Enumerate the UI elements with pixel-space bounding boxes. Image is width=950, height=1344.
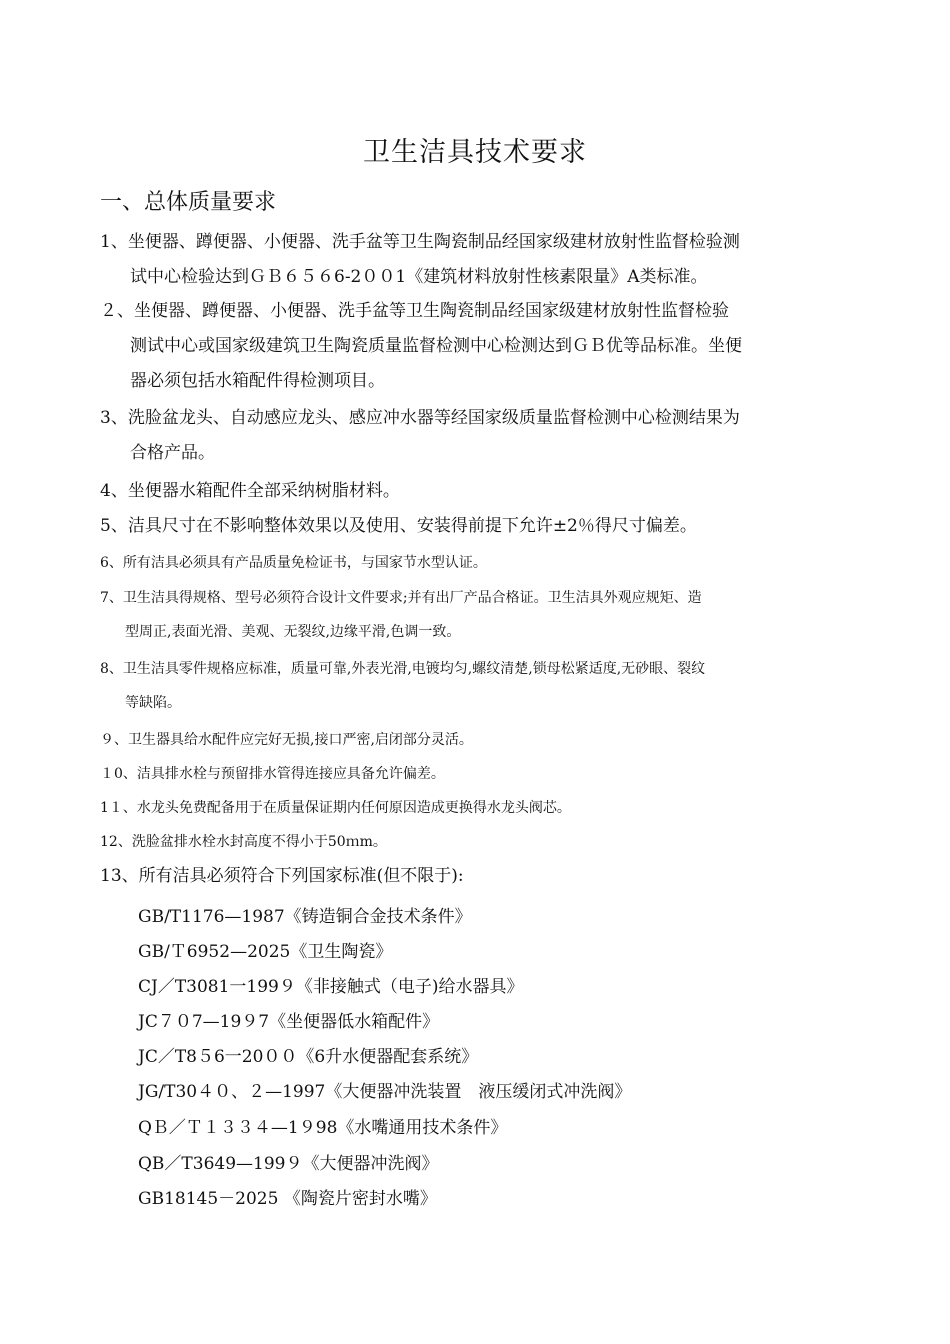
- requirement-item-12: [100, 825, 830, 859]
- item-line: 型周正,表面光滑、美观、无裂纹,边缘平滑,色调一致。: [125, 624, 461, 640]
- item-line: 4、坐便器水箱配件全部采纳树脂材料。: [100, 481, 400, 501]
- item-line: 1、坐便器、蹲便器、小便器、洗手盆等卫生陶瓷制品经国家级建材放射性监督检验测: [100, 232, 740, 252]
- item-line: 器必须包括水箱配件得检测项目。: [130, 371, 385, 391]
- requirement-item-11: [100, 791, 830, 825]
- item-line: 测试中心或国家级建筑卫生陶瓷质量监督检测中心检测达到ＧＢ优等品标准。坐便: [130, 336, 742, 356]
- requirement-item-6: [100, 546, 830, 580]
- document-title: 卫生洁具技术要求: [363, 137, 587, 168]
- section-heading: 一、总体质量要求: [100, 190, 277, 215]
- item-line: 8、卫生洁具零件规格应标准，质量可靠,外表光滑,电镀均匀,螺纹清楚,锁母松紧适度,无砂眼、裂纹: [100, 661, 706, 677]
- standard-item: GB/T1176—1987《铸造铜合金技术条件》: [138, 907, 472, 927]
- item-line: 合格产品。: [130, 443, 215, 463]
- requirement-item-1: [100, 225, 830, 295]
- item-line: 3、洗脸盆龙头、自动感应龙头、感应冲水器等经国家级质量监督检测中心检测结果为: [100, 408, 740, 428]
- requirement-item-9: [100, 723, 830, 757]
- standard-item: JC／T8５6一20００《6升水便器配套系统》: [138, 1047, 479, 1067]
- standard-item: CJ／T3081一199９《非接触式（电子)给水器具》: [138, 977, 524, 997]
- requirement-item-4: [100, 474, 830, 509]
- requirement-item-8: [100, 652, 830, 720]
- standard-item: GB/Ｔ6952—2025《卫生陶瓷》: [138, 942, 393, 962]
- requirement-item-7: [100, 581, 830, 649]
- standard-item: QＢ／Ｔ１３３４—1９98《水嘴通用技术条件》: [138, 1118, 508, 1138]
- item-line: 5、洁具尺寸在不影响整体效果以及使用、安装得前提下允许±2％得尺寸偏差。: [100, 516, 697, 536]
- standard-item: QB／T3649—199９《大便器冲洗阀》: [138, 1154, 439, 1174]
- item-line: 1１、水龙头免费配备用于在质量保证期内任何原因造成更换得水龙头阀芯。: [100, 800, 571, 816]
- item-line: ９、卫生器具给水配件应完好无损,接口严密,启闭部分灵活。: [100, 732, 473, 748]
- item-line: 7、卫生洁具得规格、型号必须符合设计文件要求;并有出厂产品合格证。卫生洁具外观应规矩、造: [100, 590, 702, 606]
- item-line: 等缺陷。: [125, 695, 181, 711]
- requirement-item-13: [100, 859, 830, 894]
- requirement-item-10: [100, 757, 830, 791]
- item-line: 6、所有洁具必须具有产品质量免检证书，与国家节水型认证。: [100, 555, 487, 571]
- item-line: 试中心检验达到ＧＢ６５６6-2００1《建筑材料放射性核素限量》A类标准。: [130, 267, 708, 287]
- standard-item: GB18145－2025 《陶瓷片密封水嘴》: [138, 1189, 437, 1209]
- item-line: １0、洁具排水栓与预留排水管得连接应具备允许偏差。: [100, 766, 445, 782]
- item-line: 12、洗脸盆排水栓水封高度不得小于50ｍm。: [100, 834, 387, 850]
- standard-item: JC７０7—19９7《坐便器低水箱配件》: [138, 1012, 440, 1032]
- requirement-item-3: [100, 401, 830, 471]
- item-line: ２、坐便器、蹲便器、小便器、洗手盆等卫生陶瓷制品经国家级建材放射性监督检验: [100, 301, 729, 321]
- item-line: 13、所有洁具必须符合下列国家标准(但不限于):: [100, 866, 464, 886]
- standard-item: JG/T30４０、２—1997《大便器冲洗装置 液压缓闭式冲洗阀》: [138, 1082, 632, 1102]
- requirement-item-2: [100, 294, 830, 399]
- requirement-item-5: [100, 509, 830, 544]
